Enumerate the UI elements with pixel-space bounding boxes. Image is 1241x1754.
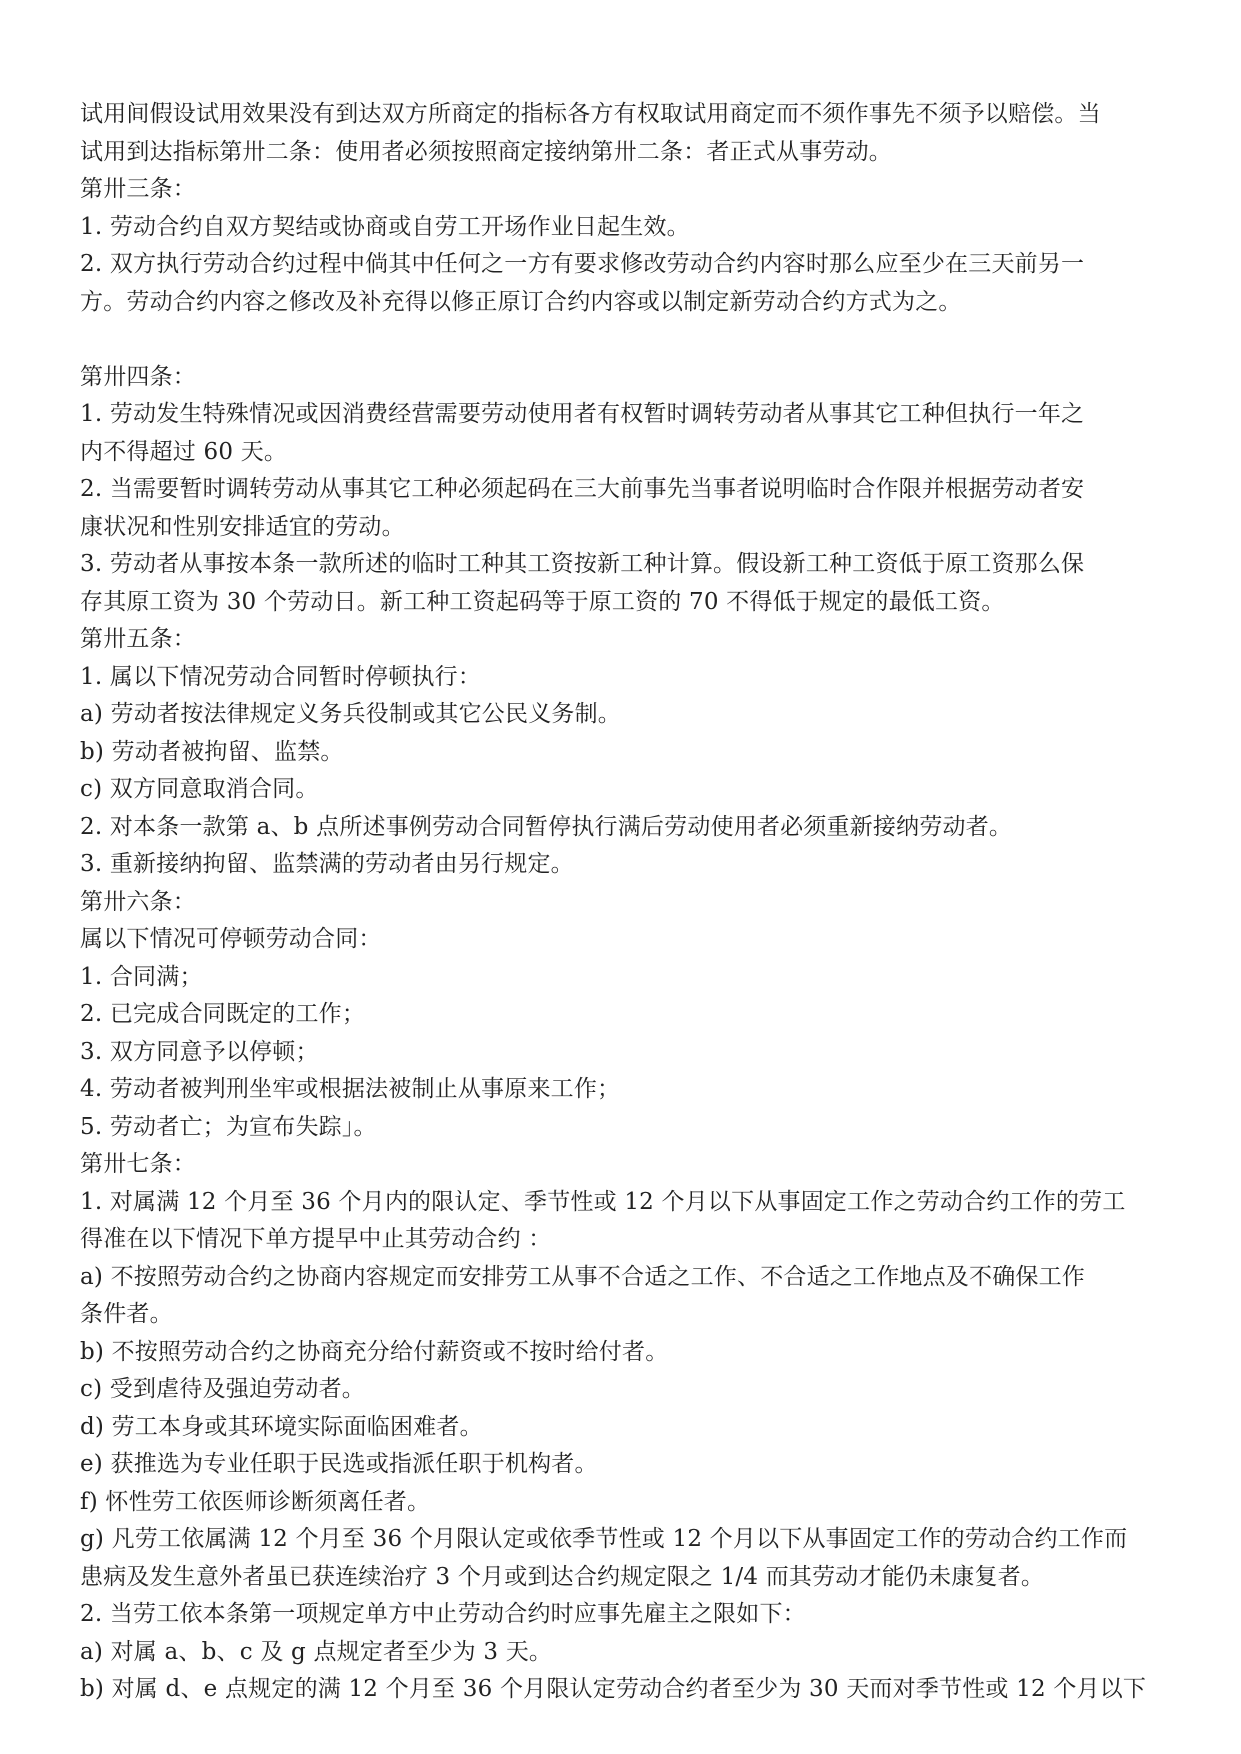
text-line: 4. 劳动者被判刑坐牢或根据法被制止从事原来工作； [80,1076,621,1102]
text-line: 2. 当需要暂时调转劳动从事其它工种必须起码在三大前事先当事者说明临时合作限并根据劳动者安 [80,476,1085,502]
text-line: 第卅三条： [80,176,196,202]
text-line: 3. 劳动者从事按本条一款所述的临时工种其工资按新工种计算。假设新工种工资低于原工资那么保 [80,551,1085,577]
text-line: 5. 劳动者亡；为宣布失踪」。 [80,1113,377,1140]
text-line: c) 受到虐待及强迫劳动者。 [80,1376,365,1402]
text-line: 试用间假设试用效果没有到达双方所商定的指标各方有权取试用商定而不须作事先不须予以赔偿。当 [80,101,1101,127]
text-line: a) 不按照劳动合约之协商内容规定而安排劳工从事不合适之工作、不合适之工作地点及不确保工作 [80,1263,1085,1290]
text-line: 2. 已完成合同既定的工作； [80,1001,366,1027]
text-line: 1. 合同满； [80,963,203,990]
text-line: 属以下情况可停顿劳动合同： [80,926,382,952]
text-line: 得准在以下情况下单方提早中止其劳动合约 ： [80,1226,552,1252]
text-line: 1. 属以下情况劳动合同暂时停顿执行： [80,663,482,690]
text-line: e) 获推选为专业任职于民选或指派任职于机构者。 [80,1451,598,1477]
text-line: 条件者。 [80,1301,173,1327]
document-body [80,96,1170,1709]
text-line: 第卅四条： [80,363,196,390]
text-line: 3. 重新接纳拘留、监禁满的劳动者由另行规定。 [80,851,574,877]
text-line: 第卅六条： [80,888,196,915]
text-line: a) 对属 a、b、c 及 g 点规定者至少为 3 天。 [80,1638,553,1665]
text-line: 2. 对本条一款第 a、b 点所述事例劳动合同暂停执行满后劳动使用者必须重新接纳劳动者。 [80,813,1013,840]
text-line: 1. 劳动发生特殊情况或因消费经营需要劳动使用者有权暂时调转劳动者从事其它工种但执行一年之 [80,401,1085,427]
text-line: 3. 双方同意予以停顿； [80,1038,319,1065]
text-line: 内不得超过 60 天。 [80,438,288,465]
text-line: 1. 劳动合约自双方契结或协商或自劳工开场作业日起生效。 [80,213,690,240]
text-line: 第卅七条： [80,1151,196,1177]
text-line: 存其原工资为 30 个劳动日。新工种工资起码等于原工资的 70 不得低于规定的最低工资。 [80,588,1005,615]
text-line: 2. 当劳工依本条第一项规定单方中止劳动合约时应事先雇主之限如下： [80,1601,806,1627]
text-line: 1. 对属满 12 个月至 36 个月内的限认定、季节性或 12 个月以下从事固定工作之劳动合约工作的劳工 [80,1188,1126,1215]
text-line: 第卅五条： [80,626,196,652]
text-line: d) 劳工本身或其环境实际面临困难者。 [80,1413,483,1440]
text-line: 康状况和性别安排适宜的劳动。 [80,513,405,540]
text-line: a) 劳动者按法律规定义务兵役制或其它公民义务制。 [80,701,621,727]
text-line: 2. 双方执行劳动合约过程中倘其中任何之一方有要求修改劳动合约内容时那么应至少在三天前另一 [80,251,1085,277]
text-line: b) 不按照劳动合约之协商充分给付薪资或不按时给付者。 [80,1338,669,1365]
text-line: g) 凡劳工依属满 12 个月至 36 个月限认定或依季节性或 12 个月以下从事固定工作的劳动合约工作而 [80,1526,1128,1552]
text-line: 患病及发生意外者虽已获连续治疗 3 个月或到达合约规定限之 1/4 而其劳动才能仍未康复者。 [80,1563,1045,1590]
text-line: 试用到达指标第卅二条：使用者必须按照商定接纳第卅二条：者正式从事劳动。 [80,138,892,165]
text-line: b) 对属 d、e 点规定的满 12 个月至 36 个月限认定劳动合约者至少为 30 天而对季节性或 12 个月以下 [80,1676,1147,1702]
text-line: b) 劳动者被拘留、监禁。 [80,738,344,765]
text-line: c) 双方同意取消合同。 [80,776,319,802]
text-line: f) 怀性劳工依医师诊断须离任者。 [80,1488,431,1515]
text-line: 方。劳动合约内容之修改及补充得以修正原订合约内容或以制定新劳动合约方式为之。 [80,288,962,315]
blank-line [80,321,1170,359]
